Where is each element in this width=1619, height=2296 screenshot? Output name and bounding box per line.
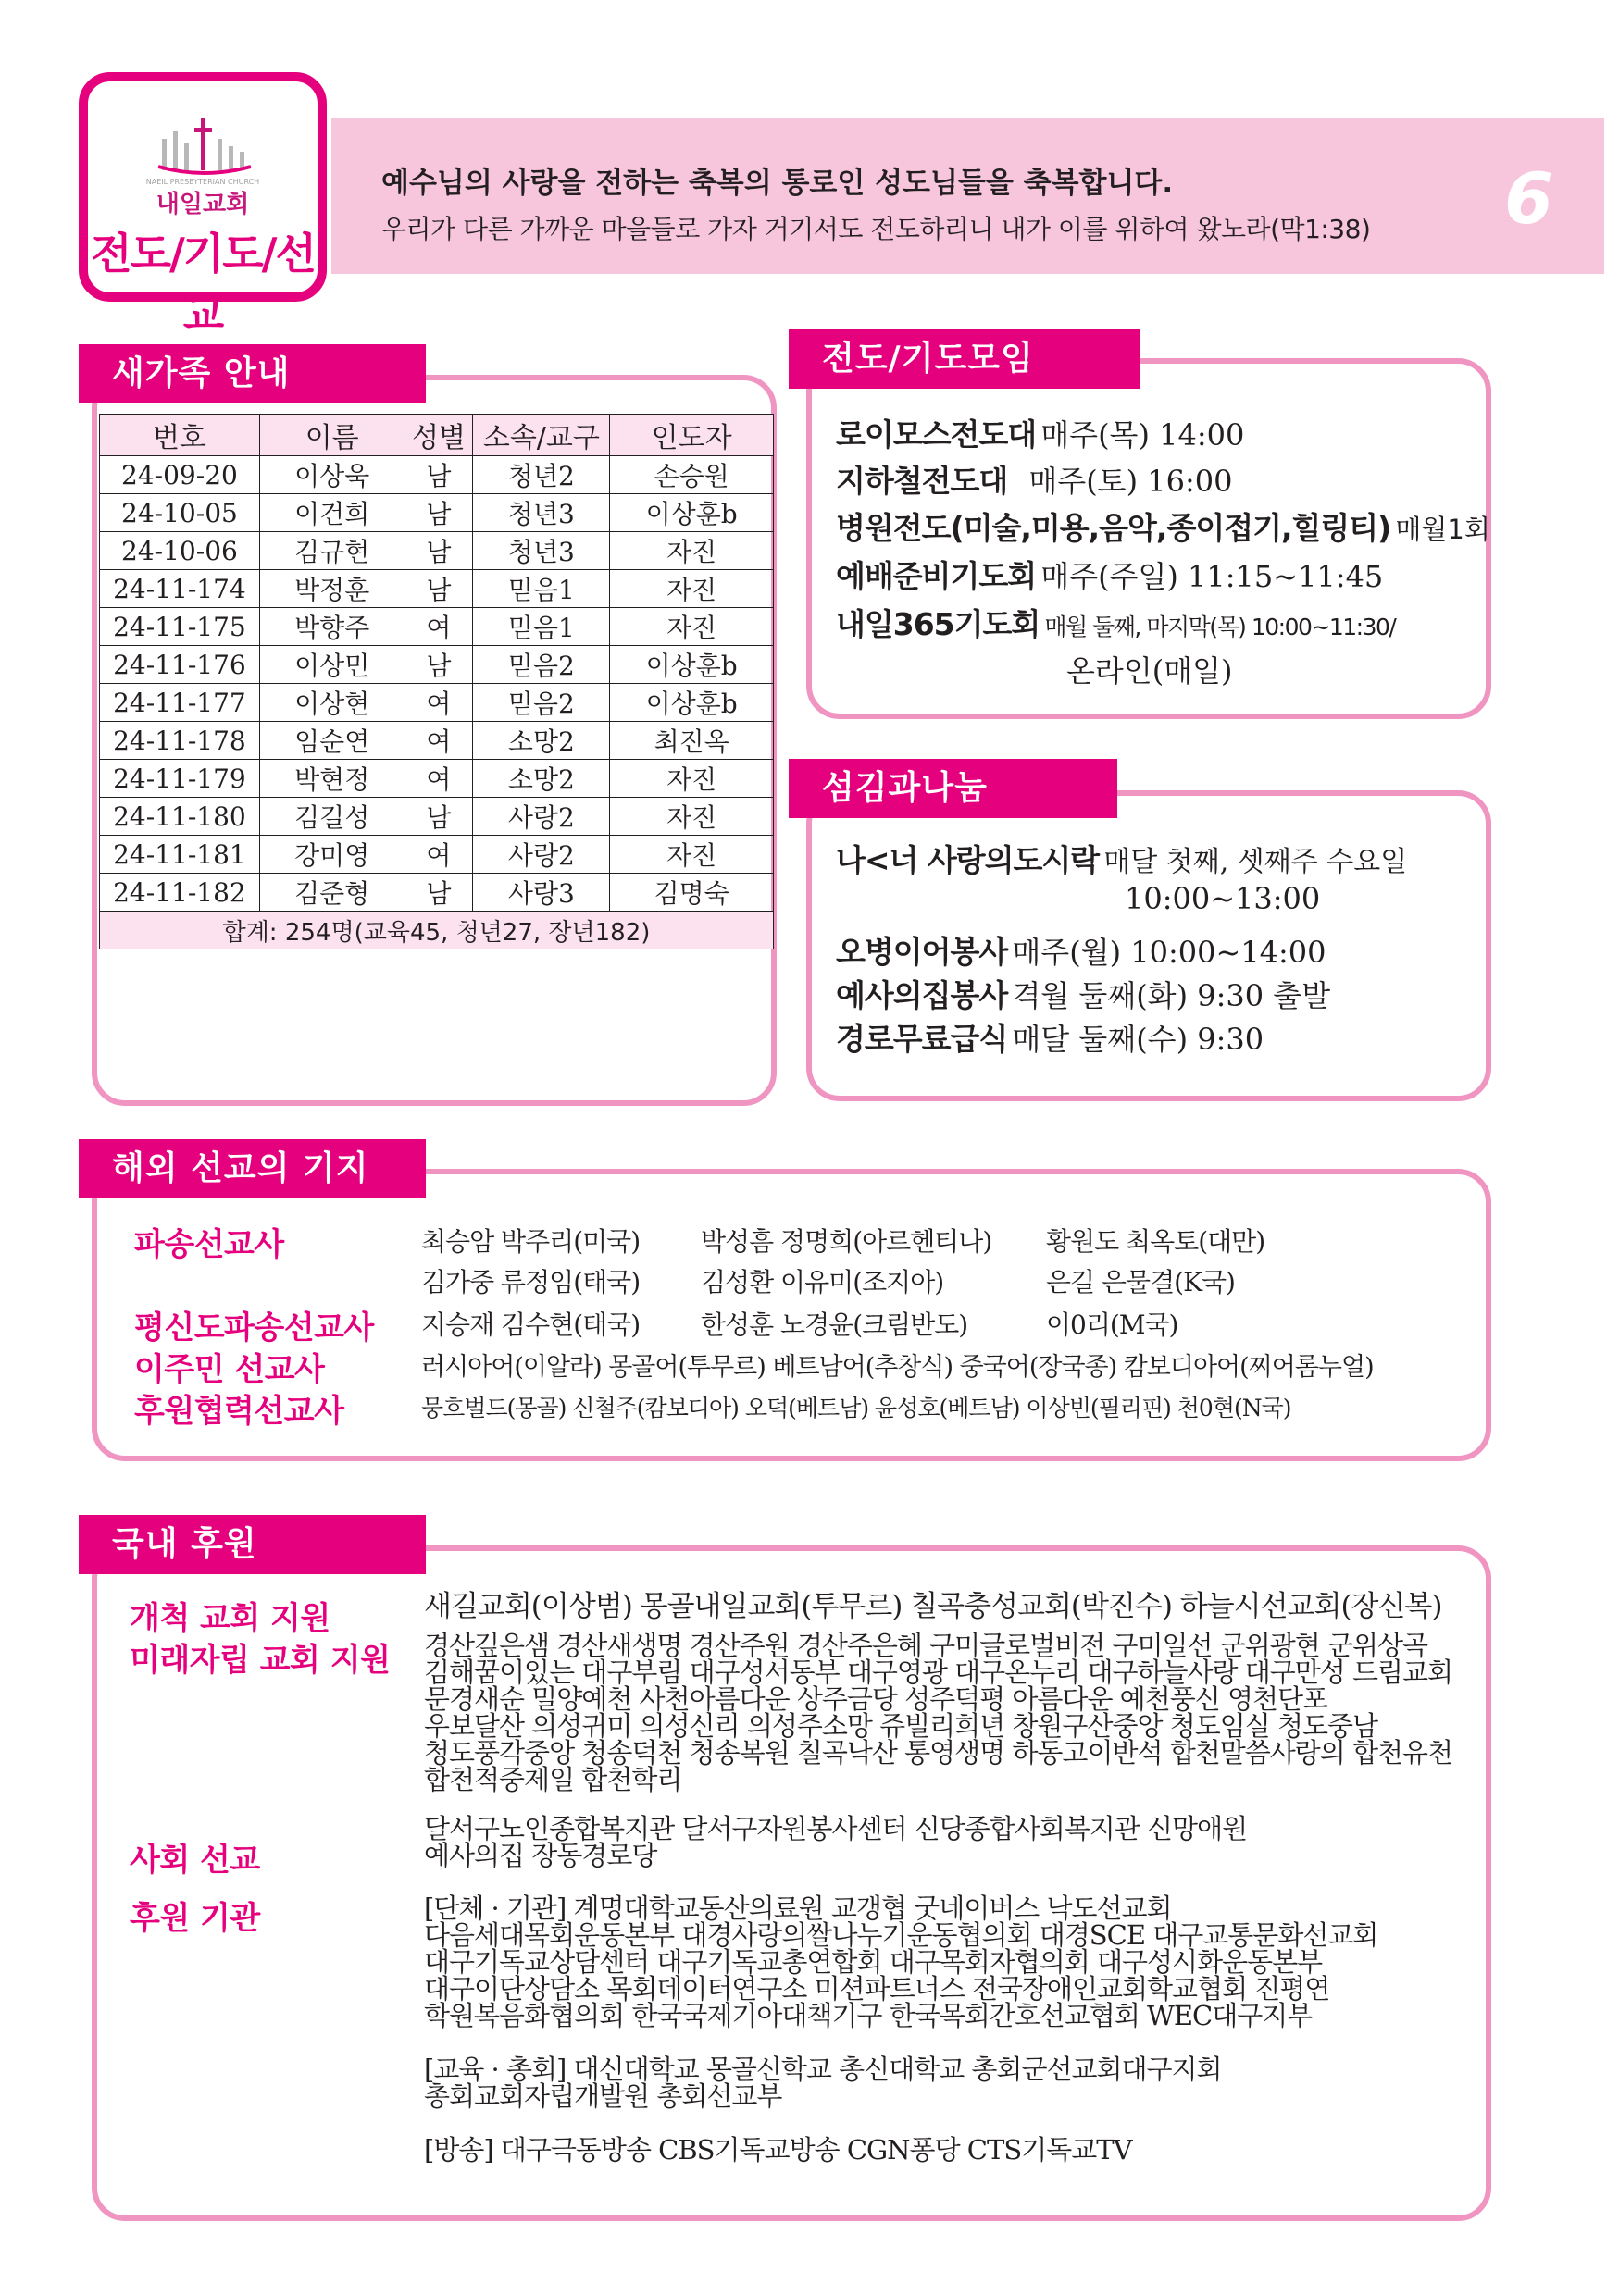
cell: 이상민 <box>259 646 405 684</box>
support-agency-label: 후원 기관 <box>130 1900 260 1937</box>
agency-line: 총회교회자립개발원 총회선교부 <box>424 2080 782 2112</box>
table-row <box>100 456 774 494</box>
self-support-line: 청도풍각중앙 청송덕천 청송복원 칠곡낙산 통영생명 하동고이반석 합천말씀사랑의 합천유천 <box>424 1737 1453 1769</box>
item-time: 매월1회 <box>1395 514 1490 545</box>
cell: 김준형 <box>259 874 405 912</box>
cell: 남 <box>405 494 473 532</box>
item-name: 예사의집봉사 <box>836 977 1008 1013</box>
social-mission-line: 달서구노인종합복지관 달서구자원봉사센터 신당종합사회복지관 신망애원 <box>424 1813 1248 1844</box>
item-name: 내일365기도회 <box>836 606 1040 642</box>
cell: 남 <box>405 798 473 836</box>
service-item-extra <box>1125 881 1320 916</box>
cell: 24-10-06 <box>100 532 260 570</box>
pioneer-church-label: 개척 교회 지원 <box>130 1600 330 1637</box>
cell: 자진 <box>610 608 774 646</box>
cell: 김명숙 <box>610 874 774 912</box>
headline: 예수님의 사랑을 전하는 축복의 통로인 성도님들을 축복합니다. <box>381 167 1174 200</box>
cell: 사랑2 <box>473 836 610 874</box>
logo-subtitle: NAEIL PRESBYTERIAN CHURCH <box>145 178 260 186</box>
cell: 이상훈b <box>610 494 774 532</box>
cell: 여 <box>405 722 473 760</box>
column-header: 성별 <box>405 415 473 456</box>
item-name: 예배준비기도회 <box>836 558 1037 594</box>
table-header-row <box>100 415 774 456</box>
missionary-entry: 한성훈 노경윤(크림반도) <box>701 1309 968 1340</box>
cell: 김길성 <box>259 798 405 836</box>
table-total-row <box>100 912 774 949</box>
item-time-2: 온라인(매일) <box>1066 653 1233 689</box>
cell: 24-11-175 <box>100 608 260 646</box>
item-name: 병원전도(미술,미용,음악,종이접기,힐링티) <box>836 510 1391 546</box>
logo-box <box>79 72 327 340</box>
missionary-entry: 김성환 이유미(조지아) <box>701 1267 944 1297</box>
cell: 소망2 <box>473 760 610 798</box>
cell: 이상훈b <box>610 646 774 684</box>
cell: 남 <box>405 570 473 608</box>
cell: 24-09-20 <box>100 456 260 494</box>
cell: 믿음1 <box>473 608 610 646</box>
cell: 믿음2 <box>473 646 610 684</box>
cell: 강미영 <box>259 836 405 874</box>
self-support-line: 김해꿈이있는 대구부림 대구성서동부 대구영광 대구온누리 대구하늘사랑 대구만성 드림교회 <box>424 1657 1453 1688</box>
column-header: 번호 <box>100 415 260 456</box>
column-header: 소속/교구 <box>473 415 610 456</box>
domestic-title: 국내 후원 <box>79 1515 426 1574</box>
cell: 남 <box>405 532 473 570</box>
service-title: 섬김과나눔 <box>789 759 1117 818</box>
table-row <box>100 570 774 608</box>
table-row <box>100 836 774 874</box>
table-row <box>100 532 774 570</box>
service-item <box>836 837 1407 880</box>
pioneer-church-list: 새길교회(이상범) 몽골내일교회(투무르) 칠곡충성교회(박진수) 하늘시선교회(장신복) <box>424 1590 1442 1623</box>
item-time: 매달 첫째, 셋째주 수요일 <box>1103 846 1408 878</box>
item-time-2: 10:00~13:00 <box>1125 881 1321 916</box>
self-support-line: 경산깊은샘 경산새생명 경산주원 경산주은혜 구미글로벌비전 구미일선 군위광현 군위상곡 <box>424 1630 1428 1661</box>
logo-name: 내일교회 <box>156 191 250 218</box>
table-total: 합계: 254명(교육45, 청년27, 장년182) <box>100 912 774 949</box>
table-row <box>100 798 774 836</box>
support-missionary-list: 뭉흐벌드(몽골) 신철주(캄보디아) 오덕(베트남) 윤성호(베트남) 이상빈(필리핀) 천0현(N국) <box>421 1395 1291 1421</box>
table-row <box>100 684 774 722</box>
item-name: 로이모스전도대 <box>836 416 1037 453</box>
item-time: 격월 둘째(화) 9:30 출발 <box>1012 978 1331 1013</box>
missionary-entry: 황원도 최옥토(대만) <box>1046 1226 1265 1257</box>
missionary-entry: 이0리(M국) <box>1046 1309 1178 1340</box>
cell: 사랑3 <box>473 874 610 912</box>
missionary-entry: 지승재 김수현(태국) <box>421 1309 641 1340</box>
column-header: 인도자 <box>610 415 774 456</box>
table-row <box>100 494 774 532</box>
cell: 믿음2 <box>473 684 610 722</box>
missionary-entry: 박성흠 정명희(아르헨티나) <box>701 1226 992 1257</box>
cell: 자진 <box>610 532 774 570</box>
missionary-entry: 은길 은물결(K국) <box>1046 1267 1235 1297</box>
agency-line: [교육 · 총회] 대신대학교 몽골신학교 총신대학교 총회군선교회대구지회 <box>424 2054 1222 2085</box>
migrant-missionary-list: 러시아어(이알라) 몽골어(투무르) 베트남어(추창식) 중국어(장국종) 캄보디아어(찌어롬누얼) <box>421 1353 1374 1382</box>
cell: 여 <box>405 608 473 646</box>
self-support-line: 우보달산 의성귀미 의성신리 의성주소망 쥬빌리희년 창원구산중앙 청도임실 청도중남 <box>424 1710 1378 1742</box>
lay-missionary-label: 평신도파송선교사 <box>134 1309 374 1347</box>
cell: 여 <box>405 684 473 722</box>
cell: 이상욱 <box>259 456 405 494</box>
cell: 박정훈 <box>259 570 405 608</box>
cell: 박현정 <box>259 760 405 798</box>
migrant-missionary-label: 이주민 선교사 <box>134 1351 325 1388</box>
item-name: 지하철전도대 <box>836 463 1008 499</box>
missionary-entry: 최승암 박주리(미국) <box>421 1226 641 1257</box>
service-item <box>836 1015 1264 1059</box>
cell: 남 <box>405 874 473 912</box>
cell: 24-11-174 <box>100 570 260 608</box>
cell: 김규현 <box>259 532 405 570</box>
cell: 남 <box>405 646 473 684</box>
item-name: 경로무료급식 <box>836 1021 1008 1057</box>
cell: 남 <box>405 456 473 494</box>
item-time: 매달 둘째(수) 9:30 <box>1012 1022 1264 1057</box>
self-support-label: 미래자립 교회 지원 <box>130 1642 391 1679</box>
section-title: 전도/기도/선교 <box>91 229 315 340</box>
service-item <box>836 972 1330 1015</box>
cell: 자진 <box>610 798 774 836</box>
table-row <box>100 608 774 646</box>
table-row <box>100 646 774 684</box>
self-support-line: 문경새순 밀양예천 사천아름다운 상주금당 성주덕평 아름다운 예천풍신 영천단포 <box>424 1683 1328 1715</box>
evangelism-item <box>836 504 1490 548</box>
evangelism-item <box>836 552 1383 596</box>
evangelism-title: 전도/기도모임 <box>789 329 1140 389</box>
cell: 이상현 <box>259 684 405 722</box>
agency-line: [방송] 대구극동방송 CBS기독교방송 CGN퐁당 CTS기독교TV <box>424 2134 1132 2166</box>
table-row <box>100 760 774 798</box>
table-row <box>100 874 774 912</box>
new-family-table <box>99 414 774 949</box>
agency-line: 대구기독교상담센터 대구기독교총연합회 대구목회자협의회 대구성시화운동본부 <box>424 1946 1323 1978</box>
cell: 박향주 <box>259 608 405 646</box>
page-number: 6 <box>1504 157 1553 240</box>
cell: 여 <box>405 760 473 798</box>
cell: 여 <box>405 836 473 874</box>
social-mission-line: 예사의집 장동경로당 <box>424 1840 657 1871</box>
overseas-title: 해외 선교의 기지 <box>79 1139 426 1198</box>
evangelism-item <box>836 411 1244 454</box>
cell: 24-10-05 <box>100 494 260 532</box>
item-name: 오병이어봉사 <box>836 934 1008 970</box>
cell: 24-11-182 <box>100 874 260 912</box>
new-family-title: 새가족 안내 <box>79 344 426 403</box>
item-name: 나<너 사랑의도시락 <box>836 842 1100 878</box>
support-missionary-label: 후원협력선교사 <box>134 1393 344 1430</box>
cell: 24-11-181 <box>100 836 260 874</box>
cell: 이건희 <box>259 494 405 532</box>
cell: 24-11-179 <box>100 760 260 798</box>
cell: 청년2 <box>473 456 610 494</box>
item-time: 매월 둘째, 마지막(목) 10:00~11:30/ <box>1044 614 1396 640</box>
agency-line: [단체 · 기관] 계명대학교동산의료원 교갱협 굿네이버스 낙도선교회 <box>424 1893 1172 1924</box>
agency-line: 다음세대목회운동본부 대경사랑의쌀나누기운동협의회 대경SCE 대구교통문화선교회 <box>424 1919 1378 1951</box>
agency-line: 대구이단상담소 목회데이터연구소 미션파트너스 전국장애인교회학교협회 진평연 <box>424 1973 1330 2004</box>
cell: 믿음1 <box>473 570 610 608</box>
agency-line: 학원복음화협의회 한국국제기아대책기구 한국목회간호선교협회 WEC대구지부 <box>424 2000 1313 2031</box>
item-time: 매주(월) 10:00~14:00 <box>1012 935 1326 970</box>
cell: 사랑2 <box>473 798 610 836</box>
service-item <box>836 928 1326 972</box>
sent-missionary-label: 파송선교사 <box>134 1226 284 1263</box>
cell: 청년3 <box>473 532 610 570</box>
cell: 소망2 <box>473 722 610 760</box>
cell: 24-11-177 <box>100 684 260 722</box>
cell: 이상훈b <box>610 684 774 722</box>
cell: 자진 <box>610 760 774 798</box>
social-mission-label: 사회 선교 <box>130 1842 260 1879</box>
bible-verse: 우리가 다른 가까운 마을들로 가자 거기서도 전도하리니 내가 이를 위하여 왔노라(막1:38) <box>381 214 1371 244</box>
evangelism-item <box>836 457 1232 501</box>
cell: 자진 <box>610 836 774 874</box>
evangelism-item-extra <box>1066 648 1233 690</box>
missionary-entry: 김가중 류정임(태국) <box>421 1267 641 1297</box>
cell: 청년3 <box>473 494 610 532</box>
cell: 최진옥 <box>610 722 774 760</box>
table-row <box>100 722 774 760</box>
cell: 24-11-178 <box>100 722 260 760</box>
church-logo-icon <box>156 111 253 176</box>
self-support-line: 합천적중제일 합천학리 <box>424 1764 682 1795</box>
column-header: 이름 <box>259 415 405 456</box>
cell: 24-11-176 <box>100 646 260 684</box>
item-time: 매주(토) 16:00 <box>1028 464 1233 499</box>
item-time: 매주(주일) 11:15~11:45 <box>1040 559 1384 594</box>
item-time: 매주(목) 14:00 <box>1040 417 1245 453</box>
cell: 손승원 <box>610 456 774 494</box>
evangelism-item <box>836 601 1395 644</box>
cell: 자진 <box>610 570 774 608</box>
cell: 24-11-180 <box>100 798 260 836</box>
cell: 임순연 <box>259 722 405 760</box>
